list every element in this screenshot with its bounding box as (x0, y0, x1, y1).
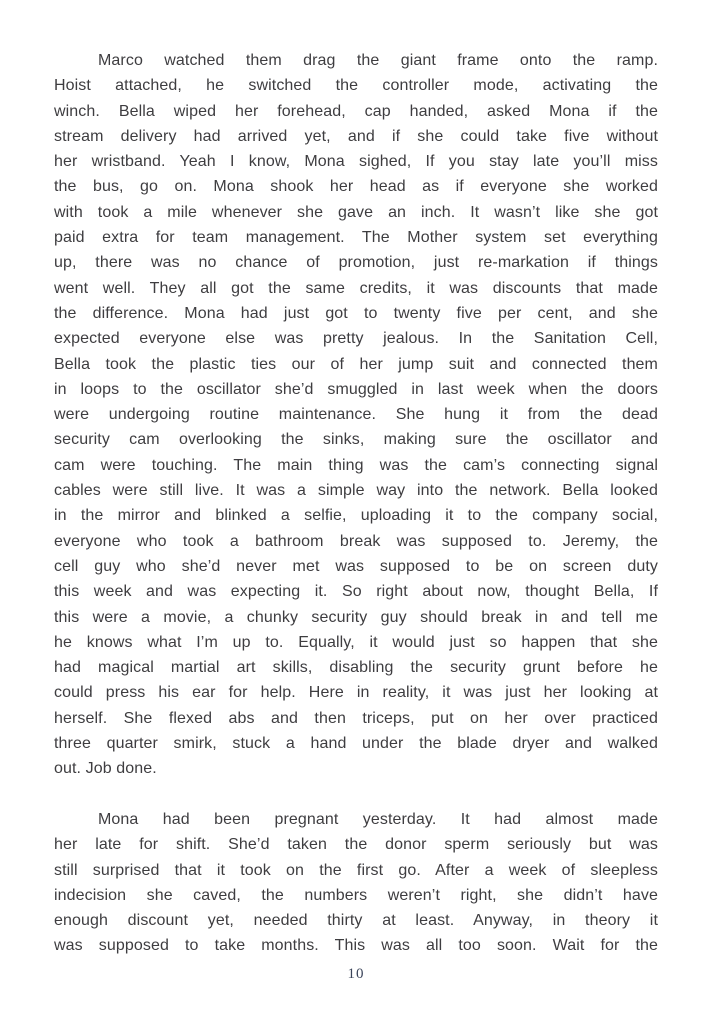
text-line: could press his ear for help. Here in reality, it was just her looking at (54, 684, 658, 702)
text-line: indecision she caved, the numbers weren’t right, she didn’t have (54, 886, 658, 904)
text-line: in loops to the oscillator she’d smuggled in last week when the doors (54, 380, 658, 398)
text-line: was supposed to take months. This was all too soon. Wait for the (54, 937, 658, 955)
text-line: cables were still live. It was a simple way into the network. Bella looked (54, 482, 658, 500)
text-line: with took a mile whenever she gave an inch. It wasn’t like she got (54, 203, 658, 221)
text-line: out. Job done. (54, 760, 157, 778)
text-line: Marco watched them drag the giant frame onto the ramp. (98, 52, 658, 69)
text-line: herself. She flexed abs and then triceps, put on her over practiced (54, 709, 658, 727)
text-line: cell guy who she’d never met was supposed to be on screen duty (54, 557, 658, 575)
page-number: 10 (347, 965, 365, 982)
text-line: he knows what I’m up to. Equally, it would just so happen that she (54, 633, 658, 651)
text-line: the difference. Mona had just got to twenty five per cent, and she (54, 304, 658, 322)
text-line: in the mirror and blinked a selfie, uploading it to the company social, (54, 507, 658, 525)
text-line: went well. They all got the same credits, it was discounts that made (54, 279, 658, 297)
text-line: expected everyone else was pretty jealous. In the Sanitation Cell, (54, 330, 658, 348)
text-line: her wristband. Yeah I know, Mona sighed, If you stay late you’ll miss (54, 153, 658, 171)
text-line: her late for shift. She’d taken the donor sperm seriously but was (54, 836, 658, 854)
text-line: this week and was expecting it. So right about now, thought Bella, If (54, 583, 658, 601)
paragraph (54, 48, 658, 782)
text-line: enough discount yet, needed thirty at least. Anyway, in theory it (54, 912, 658, 930)
text-line: Bella took the plastic ties our of her jump suit and connected them (54, 355, 658, 373)
text-line: winch. Bella wiped her forehead, cap handed, asked Mona if the (54, 102, 658, 120)
paragraph (54, 807, 658, 959)
text-line: this were a movie, a chunky security guy should break in and tell me (54, 608, 658, 626)
page-text (54, 48, 658, 959)
text-line: still surprised that it took on the first go. After a week of sleepless (54, 861, 658, 879)
text-line: were undergoing routine maintenance. She hung it from the dead (54, 406, 658, 424)
text-line: cam were touching. The main thing was the cam’s connecting signal (54, 456, 658, 474)
text-line: the bus, go on. Mona shook her head as if everyone she worked (54, 178, 658, 196)
text-line: up, there was no chance of promotion, just re-markation if things (54, 254, 658, 272)
text-line: paid extra for team management. The Mother system set everything (54, 229, 658, 247)
text-line: Mona had been pregnant yesterday. It had almost made (98, 810, 658, 828)
text-line: stream delivery had arrived yet, and if she could take five without (54, 127, 658, 145)
text-line: three quarter smirk, stuck a hand under the blade dryer and walked (54, 735, 658, 753)
text-line: Hoist attached, he switched the controller mode, activating the (54, 77, 658, 95)
text-line: had magical martial art skills, disabling the security grunt before he (54, 659, 658, 677)
text-line: everyone who took a bathroom break was supposed to. Jeremy, the (54, 532, 658, 550)
text-line: security cam overlooking the sinks, making sure the oscillator and (54, 431, 658, 449)
